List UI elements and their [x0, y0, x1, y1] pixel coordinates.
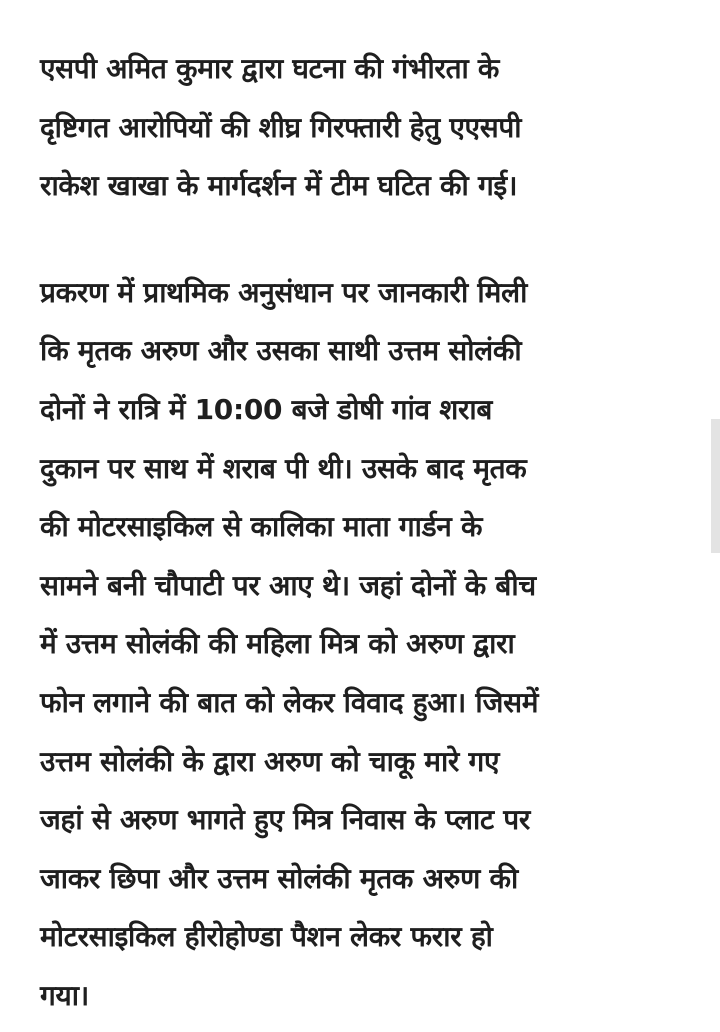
paragraph-1: [40, 40, 690, 216]
text-line: दोनों ने रात्रि में 10:00 बजे डोषी गांव शराब: [40, 392, 493, 426]
text-line: उत्तम सोलंकी के द्वारा अरुण को चाकू मारे गए: [40, 744, 500, 778]
text-line: की मोटरसाइकिल से कालिका माता गार्डन के: [40, 510, 483, 544]
text-line: दुकान पर साथ में शराब पी थी। उसके बाद मृतक: [40, 451, 527, 485]
text-line: दृष्टिगत आरोपियों की शीघ्र गिरफ्तारी हेतु एएसपी: [40, 110, 522, 144]
text-line: में उत्तम सोलंकी की महिला मित्र को अरुण द्वारा: [40, 627, 515, 661]
text-line: फोन लगाने की बात को लेकर विवाद हुआ। जिसमें: [40, 685, 539, 719]
paragraph-2: [40, 264, 690, 1026]
paragraph-spacer: [40, 216, 690, 264]
scrollbar-thumb[interactable]: [711, 419, 720, 553]
article-body: [40, 40, 690, 1026]
text-line: कि मृतक अरुण और उसका साथी उत्तम सोलंकी: [40, 334, 522, 368]
text-line: प्रकरण में प्राथमिक अनुसंधान पर जानकारी मिली: [40, 275, 528, 309]
text-line: मोटरसाइकिल हीरोहोण्डा पैशन लेकर फरार हो: [40, 920, 493, 954]
text-line: एसपी अमित कुमार द्वारा घटना की गंभीरता के: [40, 52, 500, 85]
text-line: सामने बनी चौपाटी पर आए थे। जहां दोनों के बीच: [40, 568, 536, 602]
text-line: जहां से अरुण भागते हुए मित्र निवास के प्लाट पर: [40, 803, 530, 837]
text-line: राकेश खाखा के मार्गदर्शन में टीम घटित की गई।: [40, 169, 518, 203]
text-line: गया।: [40, 978, 89, 1012]
text-line: जाकर छिपा और उत्तम सोलंकी मृतक अरुण की: [40, 861, 518, 895]
